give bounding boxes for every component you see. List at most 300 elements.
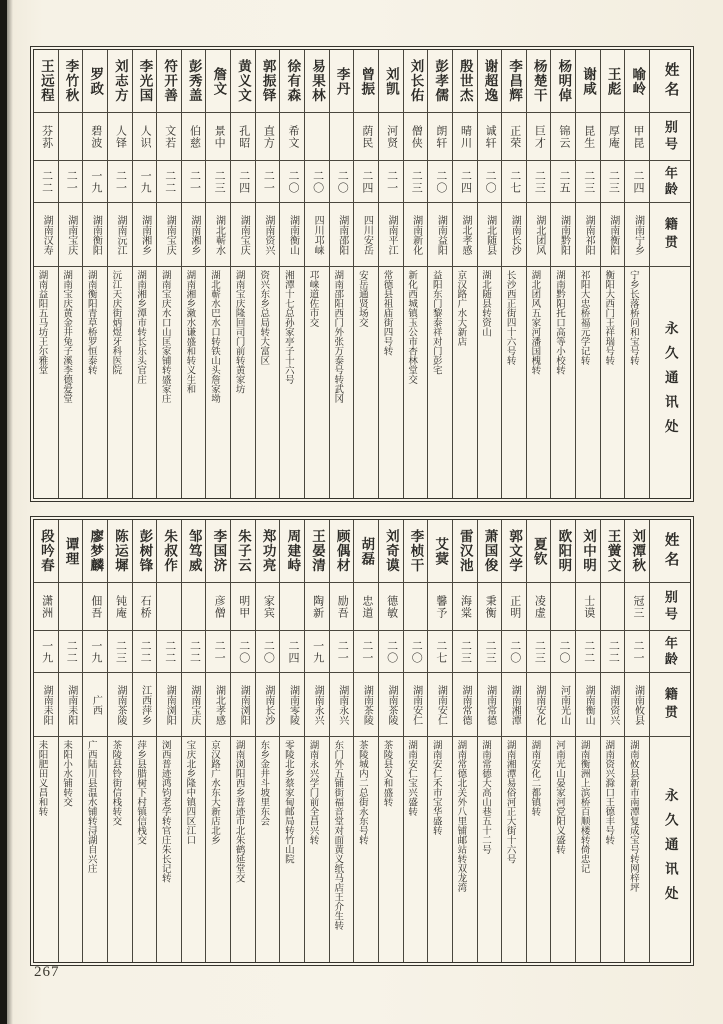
person-age-cell xyxy=(83,160,107,202)
person-column xyxy=(378,50,403,498)
header-age-text: 年龄 xyxy=(662,165,678,198)
person-address: 湖南湘乡潄水谦盛和转义生和 xyxy=(184,270,195,394)
person-name-cell xyxy=(527,50,551,112)
person-alias-cell xyxy=(83,582,107,630)
person-name-cell xyxy=(256,50,280,112)
person-native: 湖南宝庆 xyxy=(238,214,250,255)
person-name-cell xyxy=(625,50,649,112)
person-age: 二二 xyxy=(65,639,78,664)
person-alias-cell xyxy=(305,112,329,160)
person-alias: 直方 xyxy=(262,124,275,149)
person-native: 河南光山 xyxy=(558,684,570,725)
person-address: 湖南安仁禾市宝华盛转 xyxy=(430,740,441,835)
person-name-cell xyxy=(280,50,304,112)
person-address-cell xyxy=(625,266,649,498)
person-column xyxy=(107,50,132,498)
person-name-cell xyxy=(133,520,157,582)
person-column xyxy=(205,520,230,962)
person-column xyxy=(575,520,600,962)
person-address: 萍乡县腊树下村镇信栈交 xyxy=(135,740,146,845)
person-name-cell xyxy=(256,520,280,582)
person-column xyxy=(353,50,378,498)
person-name-cell xyxy=(305,520,329,582)
person-name-cell xyxy=(83,520,107,582)
person-column xyxy=(600,50,625,498)
person-age-cell xyxy=(305,160,329,202)
person-native-cell xyxy=(34,672,58,736)
person-native-cell xyxy=(404,202,428,266)
person-address-cell xyxy=(404,736,428,962)
header-name-label xyxy=(650,520,690,582)
person-alias-cell xyxy=(404,582,428,630)
header-address-text: 永久通讯处 xyxy=(662,321,678,444)
person-name: 陈运墀 xyxy=(112,529,128,573)
person-name: 朱子云 xyxy=(236,529,252,573)
person-native: 湖南茶陵 xyxy=(114,684,126,725)
person-address: 零陵北乡蔡家甸邮局转竹山院 xyxy=(282,740,293,864)
person-alias: 景中 xyxy=(213,124,226,149)
person-alias-cell xyxy=(379,112,403,160)
person-address-cell xyxy=(576,736,600,962)
header-alias-text: 别号 xyxy=(662,589,678,624)
person-name-cell xyxy=(453,50,477,112)
person-name-cell xyxy=(182,50,206,112)
person-age-cell xyxy=(133,630,157,672)
person-age: 二二 xyxy=(139,639,152,664)
person-age-cell xyxy=(404,160,428,202)
person-column xyxy=(304,520,329,962)
person-name: 李桢干 xyxy=(408,529,424,573)
person-column xyxy=(477,50,502,498)
person-age: 二三 xyxy=(533,639,546,664)
person-column xyxy=(624,520,649,962)
person-address-cell xyxy=(527,266,551,498)
person-age-cell xyxy=(551,160,575,202)
person-name: 符开善 xyxy=(162,59,178,103)
person-address-cell xyxy=(625,736,649,962)
person-address-cell xyxy=(108,736,132,962)
person-address-cell xyxy=(231,266,255,498)
person-alias-cell xyxy=(157,582,181,630)
person-native-cell xyxy=(601,202,625,266)
person-name-cell xyxy=(108,50,132,112)
person-alias-cell xyxy=(330,582,354,630)
person-native-cell xyxy=(133,202,157,266)
person-alias-cell xyxy=(576,112,600,160)
person-name-cell xyxy=(576,520,600,582)
person-address-cell xyxy=(601,266,625,498)
page-number: 267 xyxy=(34,964,60,980)
person-native: 湖南常德 xyxy=(484,684,496,725)
person-address: 宝庆北乡隆中镇四区江口 xyxy=(184,740,195,845)
person-age: 一九 xyxy=(89,169,102,194)
person-age-cell xyxy=(601,630,625,672)
person-age-cell xyxy=(83,630,107,672)
person-name: 彭孝儒 xyxy=(433,59,449,103)
person-alias: 忠道 xyxy=(360,594,373,619)
person-alias-cell xyxy=(404,112,428,160)
person-alias: 昆生 xyxy=(582,124,595,149)
person-native: 湖南平江 xyxy=(386,214,398,255)
person-column xyxy=(156,520,181,962)
person-name: 詹文 xyxy=(211,66,227,96)
person-name-cell xyxy=(34,520,58,582)
person-column xyxy=(230,520,255,962)
person-address: 益阳东门黎泰祥对门彭宅 xyxy=(430,270,441,375)
person-native-cell xyxy=(206,202,230,266)
person-address: 浏西普迹鸿钧老学转官庄朱长记转 xyxy=(159,740,170,883)
person-age-cell xyxy=(527,630,551,672)
person-native-cell xyxy=(625,672,649,736)
person-alias-cell xyxy=(182,112,206,160)
person-age-cell xyxy=(625,160,649,202)
person-age-cell xyxy=(576,630,600,672)
person-column xyxy=(58,50,83,498)
person-native-cell xyxy=(83,672,107,736)
person-age: 二七 xyxy=(434,639,447,664)
person-age: 二〇 xyxy=(484,169,497,194)
person-name-cell xyxy=(551,520,575,582)
person-address-cell xyxy=(551,736,575,962)
person-column xyxy=(550,50,575,498)
person-age: 二三 xyxy=(607,169,620,194)
person-native-cell xyxy=(108,672,132,736)
person-native-cell xyxy=(354,202,378,266)
person-column xyxy=(329,50,354,498)
person-name: 朱叔作 xyxy=(162,529,178,573)
person-column xyxy=(329,520,354,962)
person-age: 二〇 xyxy=(262,639,275,664)
person-address-cell xyxy=(428,736,452,962)
person-age: 二二 xyxy=(163,169,176,194)
person-address-cell xyxy=(305,736,329,962)
person-age: 二一 xyxy=(188,169,201,194)
person-age: 二三 xyxy=(114,639,127,664)
person-native: 湖南资兴 xyxy=(607,684,619,725)
person-column xyxy=(181,50,206,498)
person-column xyxy=(353,520,378,962)
person-name: 郭文学 xyxy=(507,529,523,573)
person-age-cell xyxy=(133,160,157,202)
person-age-cell xyxy=(280,630,304,672)
person-alias-cell xyxy=(527,582,551,630)
person-age-cell xyxy=(305,630,329,672)
person-address: 东门外五铺街福音堂对面黄义纸马店王介生转 xyxy=(332,740,343,930)
person-native-cell xyxy=(231,672,255,736)
person-address-cell xyxy=(453,736,477,962)
person-column xyxy=(600,520,625,962)
person-native: 湖南黔阳 xyxy=(558,214,570,255)
person-column xyxy=(205,50,230,498)
person-native-cell xyxy=(354,672,378,736)
person-address: 湘潭十七总孙家亭子十六号 xyxy=(282,270,293,384)
person-alias-cell xyxy=(305,582,329,630)
person-address: 湖南衡阳青草桥罗恒泰转 xyxy=(85,270,96,375)
header-alias-text: 别号 xyxy=(662,119,678,154)
person-name: 郭振铎 xyxy=(260,59,276,103)
person-column xyxy=(501,50,526,498)
person-column xyxy=(34,520,58,962)
person-native: 湖南宝庆 xyxy=(65,214,77,255)
person-name-cell xyxy=(478,50,502,112)
person-native: 湖北团风 xyxy=(533,214,545,255)
person-native-cell xyxy=(182,202,206,266)
person-age: 二一 xyxy=(385,169,398,194)
person-alias: 励吾 xyxy=(336,594,349,619)
person-address: 东乡金井斗坡里东会 xyxy=(258,740,269,826)
person-native: 湖南永兴 xyxy=(312,684,324,725)
person-alias-cell xyxy=(478,582,502,630)
person-age-cell xyxy=(108,160,132,202)
person-alias-cell xyxy=(502,112,526,160)
person-name: 刘潭秋 xyxy=(630,529,646,573)
person-address-cell xyxy=(502,266,526,498)
person-name: 彭秀盖 xyxy=(186,59,202,103)
person-name-cell xyxy=(206,50,230,112)
person-name-cell xyxy=(34,50,58,112)
person-age-cell xyxy=(576,160,600,202)
person-alias-cell xyxy=(527,112,551,160)
person-address: 湖南湘乡潭市转长乐头官庄 xyxy=(135,270,146,384)
person-alias: 陶新 xyxy=(311,594,324,619)
person-address: 京汉路广水东大新店北乡 xyxy=(208,740,219,845)
person-address-cell xyxy=(576,266,600,498)
person-address: 祁阳大忠桥福元学记转 xyxy=(578,270,589,365)
person-address-cell xyxy=(330,736,354,962)
person-alias-cell xyxy=(354,112,378,160)
person-address-cell xyxy=(478,736,502,962)
person-name-cell xyxy=(502,50,526,112)
person-native: 湖南益阳 xyxy=(435,214,447,255)
roster-table-bottom xyxy=(30,516,694,966)
person-native-cell xyxy=(330,672,354,736)
person-column xyxy=(279,520,304,962)
person-native-cell xyxy=(527,672,551,736)
person-name: 刘长佑 xyxy=(408,59,424,103)
person-address-cell xyxy=(404,266,428,498)
person-alias: 明甲 xyxy=(237,594,250,619)
person-native: 湖南耒阳 xyxy=(41,684,53,725)
person-name: 杨明倬 xyxy=(556,59,572,103)
person-native-cell xyxy=(330,202,354,266)
person-age: 一九 xyxy=(40,639,53,664)
header-native-text: 籍贯 xyxy=(662,216,678,253)
person-native: 湖南湘乡 xyxy=(188,214,200,255)
person-name: 李昌辉 xyxy=(507,59,523,103)
person-age-cell xyxy=(379,630,403,672)
person-native: 江西萍乡 xyxy=(139,684,151,725)
person-age-cell xyxy=(502,630,526,672)
person-age-cell xyxy=(354,160,378,202)
person-address-cell xyxy=(83,736,107,962)
person-column xyxy=(181,520,206,962)
person-name-cell xyxy=(428,50,452,112)
person-name-cell xyxy=(601,50,625,112)
person-age-cell xyxy=(34,160,58,202)
header-address-label xyxy=(650,266,690,498)
person-address-cell xyxy=(182,266,206,498)
person-address-cell xyxy=(478,266,502,498)
person-address-cell xyxy=(354,736,378,962)
person-address-cell xyxy=(206,266,230,498)
person-address: 衡阳大西门王祥瑞号转 xyxy=(603,270,614,365)
person-alias-cell xyxy=(354,582,378,630)
person-name-cell xyxy=(527,520,551,582)
person-name-cell xyxy=(502,520,526,582)
person-age-cell xyxy=(354,630,378,672)
scan-edge-artifact xyxy=(0,0,7,1024)
person-name: 艾蓂 xyxy=(433,536,449,566)
person-name: 郑功亮 xyxy=(260,529,276,573)
person-name: 刘中明 xyxy=(581,529,596,573)
person-alias: 僧侠 xyxy=(410,124,423,149)
person-age: 二三 xyxy=(484,639,497,664)
person-native-cell xyxy=(108,202,132,266)
person-name-cell xyxy=(428,520,452,582)
person-alias-cell xyxy=(108,112,132,160)
person-address-cell xyxy=(280,266,304,498)
person-native-cell xyxy=(576,202,600,266)
person-name: 顾偶材 xyxy=(334,529,350,573)
person-native-cell xyxy=(601,672,625,736)
person-native: 湖南祁阳 xyxy=(583,214,595,255)
person-age-cell xyxy=(231,630,255,672)
person-native-cell xyxy=(428,672,452,736)
person-alias: 文若 xyxy=(163,124,176,149)
person-age: 二二 xyxy=(188,639,201,664)
person-native-cell xyxy=(379,202,403,266)
person-alias: 彦僧 xyxy=(213,594,226,619)
person-name: 谭理 xyxy=(63,536,79,566)
person-alias-cell xyxy=(576,582,600,630)
person-native: 湖南湘潭 xyxy=(509,684,521,725)
person-alias: 冠三 xyxy=(631,594,644,619)
person-name-cell xyxy=(59,50,83,112)
person-address: 资兴东乡总局转大富区 xyxy=(258,270,269,365)
person-alias-cell xyxy=(256,582,280,630)
person-address: 湖南浏阳西乡普迹市北朱鹤延堂交 xyxy=(233,740,244,883)
person-age: 二一 xyxy=(213,639,226,664)
person-age: 二三 xyxy=(213,169,226,194)
person-address: 常德县祖庙街四号转 xyxy=(381,270,392,356)
person-alias-cell xyxy=(34,582,58,630)
header-age-label xyxy=(650,160,690,202)
person-column xyxy=(230,50,255,498)
person-native: 湖北蕲水 xyxy=(213,214,225,255)
person-native-cell xyxy=(551,672,575,736)
header-alias-label xyxy=(650,582,690,630)
person-age: 二四 xyxy=(287,639,299,664)
person-address: 湖南常德北关外八里铺邮站转双龙湾 xyxy=(455,740,466,892)
person-native-cell xyxy=(379,672,403,736)
person-alias: 荫民 xyxy=(360,124,373,149)
person-alias-cell xyxy=(428,112,452,160)
person-address: 京汉路广水大新店 xyxy=(455,270,466,346)
person-age: 二〇 xyxy=(434,169,447,194)
person-name: 萧国俊 xyxy=(482,529,498,573)
person-column xyxy=(501,520,526,962)
person-age: 二四 xyxy=(237,169,250,194)
person-address-cell xyxy=(379,736,403,962)
person-name: 王黉文 xyxy=(605,529,621,573)
person-native-cell xyxy=(527,202,551,266)
person-alias: 德敏 xyxy=(385,594,398,619)
person-age: 二一 xyxy=(262,169,275,194)
person-address-cell xyxy=(354,266,378,498)
person-address-cell xyxy=(83,266,107,498)
header-address-label xyxy=(650,736,690,962)
person-alias-cell xyxy=(601,582,625,630)
person-native: 湖南浏阳 xyxy=(238,684,250,725)
person-native: 湖南衡阳 xyxy=(607,214,619,255)
person-age-cell xyxy=(256,160,280,202)
person-name: 李光国 xyxy=(137,59,153,103)
person-alias: 巨才 xyxy=(533,124,546,149)
person-age: 二三 xyxy=(582,169,595,194)
person-column xyxy=(132,50,157,498)
person-age: 二一 xyxy=(336,639,349,664)
roster-header-column xyxy=(649,50,690,498)
person-name-cell xyxy=(133,50,157,112)
person-native: 湖南邵阳 xyxy=(336,214,348,255)
person-address-cell xyxy=(206,736,230,962)
person-address-cell xyxy=(256,266,280,498)
header-name-text: 姓名 xyxy=(662,61,679,101)
person-age: 二三 xyxy=(459,639,472,664)
person-address: 湖北团风五家河潘国槐转 xyxy=(529,270,540,375)
person-alias-cell xyxy=(83,112,107,160)
person-alias: 海棠 xyxy=(459,594,472,619)
person-native-cell xyxy=(83,202,107,266)
person-alias-cell xyxy=(59,112,83,160)
person-alias: 朗轩 xyxy=(434,124,447,149)
person-alias-cell xyxy=(478,112,502,160)
person-address: 湖南益阳五马坊王尔雅堂 xyxy=(36,270,47,375)
person-age-cell xyxy=(625,630,649,672)
person-name: 夏钦 xyxy=(531,536,547,566)
person-address: 邛崃道佐市交 xyxy=(307,270,318,327)
header-native-text: 籍贯 xyxy=(662,686,678,723)
person-address: 湖北随县转资山 xyxy=(480,270,491,337)
person-column xyxy=(452,520,477,962)
person-alias-cell xyxy=(34,112,58,160)
person-address: 宁乡长落桥问和宝号转 xyxy=(627,270,638,365)
person-name: 李丹 xyxy=(334,66,350,96)
person-address-cell xyxy=(453,266,477,498)
person-alias-cell xyxy=(551,582,575,630)
person-alias-cell xyxy=(330,112,354,160)
person-name-cell xyxy=(182,520,206,582)
person-alias-cell xyxy=(108,582,132,630)
person-alias-cell xyxy=(231,582,255,630)
person-name-cell xyxy=(601,520,625,582)
person-native-cell xyxy=(625,202,649,266)
person-age-cell xyxy=(428,630,452,672)
person-column xyxy=(82,520,107,962)
person-native: 湖南茶陵 xyxy=(361,684,373,725)
person-age: 二〇 xyxy=(237,639,250,664)
header-age-text: 年龄 xyxy=(662,635,678,668)
person-column xyxy=(452,50,477,498)
person-alias-cell xyxy=(502,582,526,630)
person-age: 二二 xyxy=(163,639,176,664)
person-native: 湖南衡阳 xyxy=(90,214,102,255)
person-alias-cell xyxy=(182,582,206,630)
person-age-cell xyxy=(280,160,304,202)
person-column xyxy=(279,50,304,498)
person-native-cell xyxy=(34,202,58,266)
person-address: 湖北蕲水巴水口转铁山头詹家坳 xyxy=(208,270,219,403)
